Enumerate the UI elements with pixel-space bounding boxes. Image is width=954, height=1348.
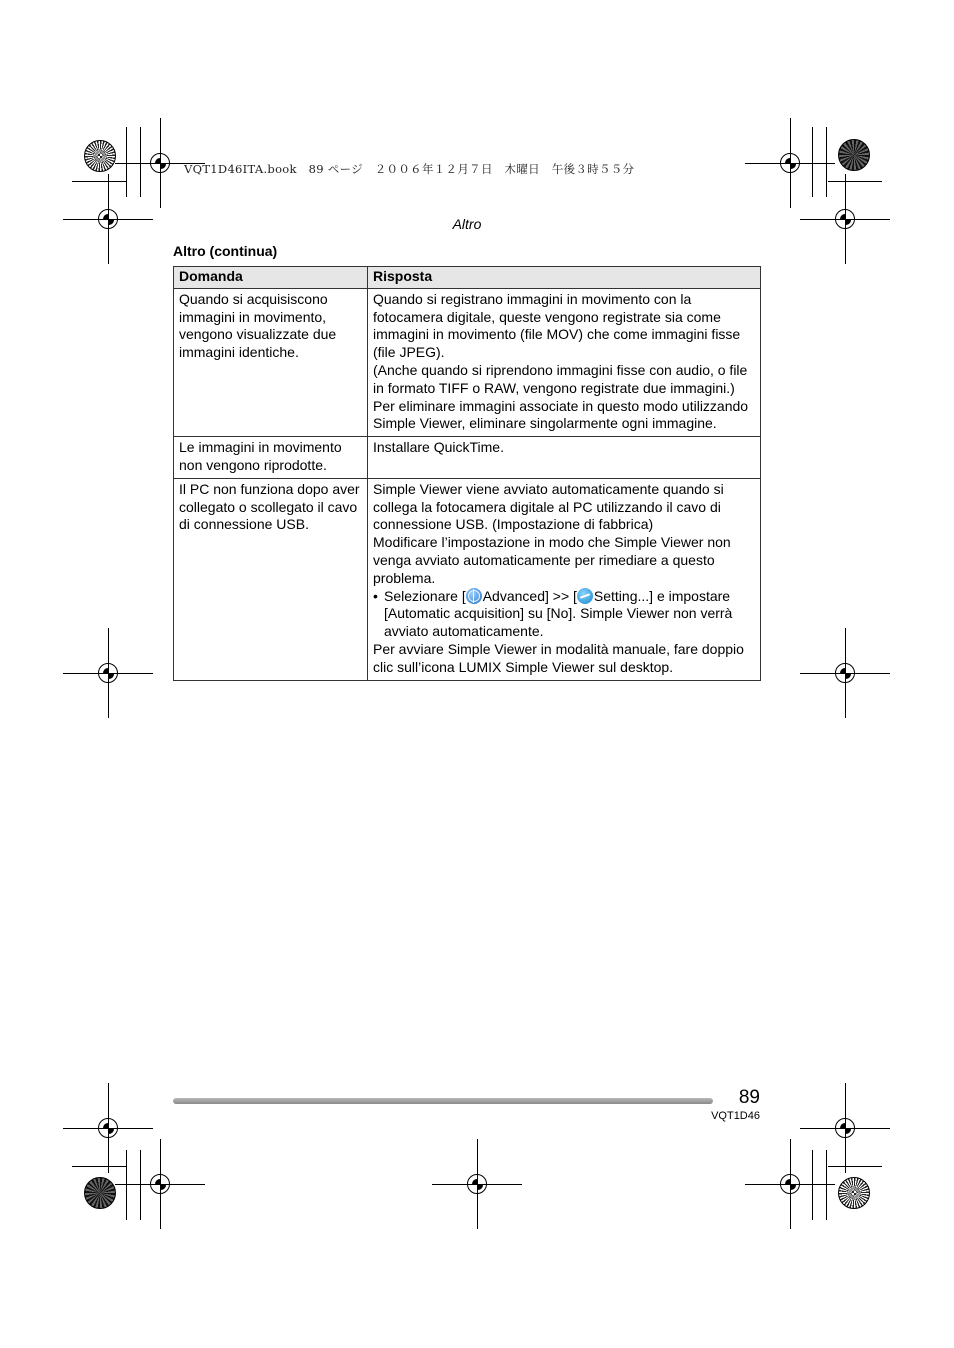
crop-line — [828, 1166, 882, 1167]
crop-line — [140, 1150, 141, 1220]
crop-line — [828, 181, 882, 182]
sunburst-mark-bottom-right — [838, 1177, 870, 1209]
question-cell: Quando si acquisiscono immagini in movimento, vengono visualizzate due immagini identiche. — [174, 288, 368, 436]
answer-paragraph: Per eliminare immagini associate in questo modo utilizzando Simple Viewer, eliminare singolarmente ogni immagine. — [373, 397, 749, 432]
question-cell: Le immagini in movimento non vengono riprodotte. — [174, 437, 368, 479]
globe-icon — [466, 588, 482, 604]
crop-line — [826, 1150, 827, 1220]
faq-table — [173, 266, 761, 681]
sunburst-mark-top-left — [84, 140, 116, 172]
tools-icon — [577, 588, 593, 604]
sunburst-mark-top-right — [838, 139, 870, 171]
crop-line — [140, 127, 141, 197]
table-row — [174, 288, 761, 436]
bullet-item — [373, 588, 755, 641]
bullet-text — [384, 588, 755, 641]
answer-cell — [368, 478, 761, 680]
answer-paragraph: Quando si registrano immagini in movimento con la fotocamera digitale, queste vengono registrate sia come immagini in movimento (file MOV) che come immagini fisse (file JPEG). — [373, 290, 741, 361]
question-cell: Il PC non funziona dopo aver collegato o scollegato il cavo di connessione USB. — [174, 478, 368, 680]
bullet-text-part: Setting...] e impostare [Automatic acquisition] su [No]. Simple Viewer non verrà avviato automaticamente. — [384, 587, 733, 640]
page-heading: Altro (continua) — [173, 243, 278, 259]
page-number: 89 — [738, 1087, 760, 1108]
footer-bar — [173, 1098, 713, 1104]
model-code: VQT1D46 — [711, 1110, 760, 1122]
bullet-text-part: Advanced] >> [ — [482, 587, 577, 604]
sunburst-mark-bottom-left — [84, 1177, 116, 1209]
crop-line — [126, 1150, 127, 1220]
answer-cell — [368, 288, 761, 436]
crop-line — [72, 1166, 126, 1167]
section-label: Altro — [452, 216, 482, 232]
answer-paragraph: Simple Viewer viene avviato automaticamente quando si collega la fotocamera digitale al PC utilizzando il cavo di connessione USB. (Impostazione di fabbrica) — [373, 480, 724, 533]
column-header-answer: Risposta — [368, 267, 761, 289]
crop-line — [812, 1150, 813, 1220]
answer-paragraph: Modificare l’impostazione in modo che Simple Viewer non venga avviato automaticamente per rimediare a questo problema. — [373, 534, 731, 586]
answer-paragraph: Per avviare Simple Viewer in modalità manuale, fare doppio clic sull’icona LUMIX Simple Viewer sul desktop. — [373, 640, 744, 675]
table-header-row — [174, 267, 761, 289]
crop-line — [126, 127, 127, 197]
print-header: VQT1D46ITA.book 89 ページ ２００６年１２月７日 木曜日 午後３時５５分 — [184, 162, 635, 176]
table-row — [174, 478, 761, 680]
crop-line — [72, 181, 126, 182]
bullet-marker: • — [373, 587, 378, 604]
table-row — [174, 437, 761, 479]
answer-paragraph: (Anche quando si riprendono immagini fisse con audio, o file in formato TIFF o RAW, vengono registrate due immagini.) — [373, 361, 748, 396]
bullet-text-part: Selezionare [ — [384, 587, 466, 604]
crop-line — [812, 127, 813, 197]
answer-paragraph: Installare QuickTime. — [373, 439, 504, 456]
column-header-question: Domanda — [174, 267, 368, 289]
crop-line — [826, 127, 827, 197]
answer-cell — [368, 437, 761, 479]
